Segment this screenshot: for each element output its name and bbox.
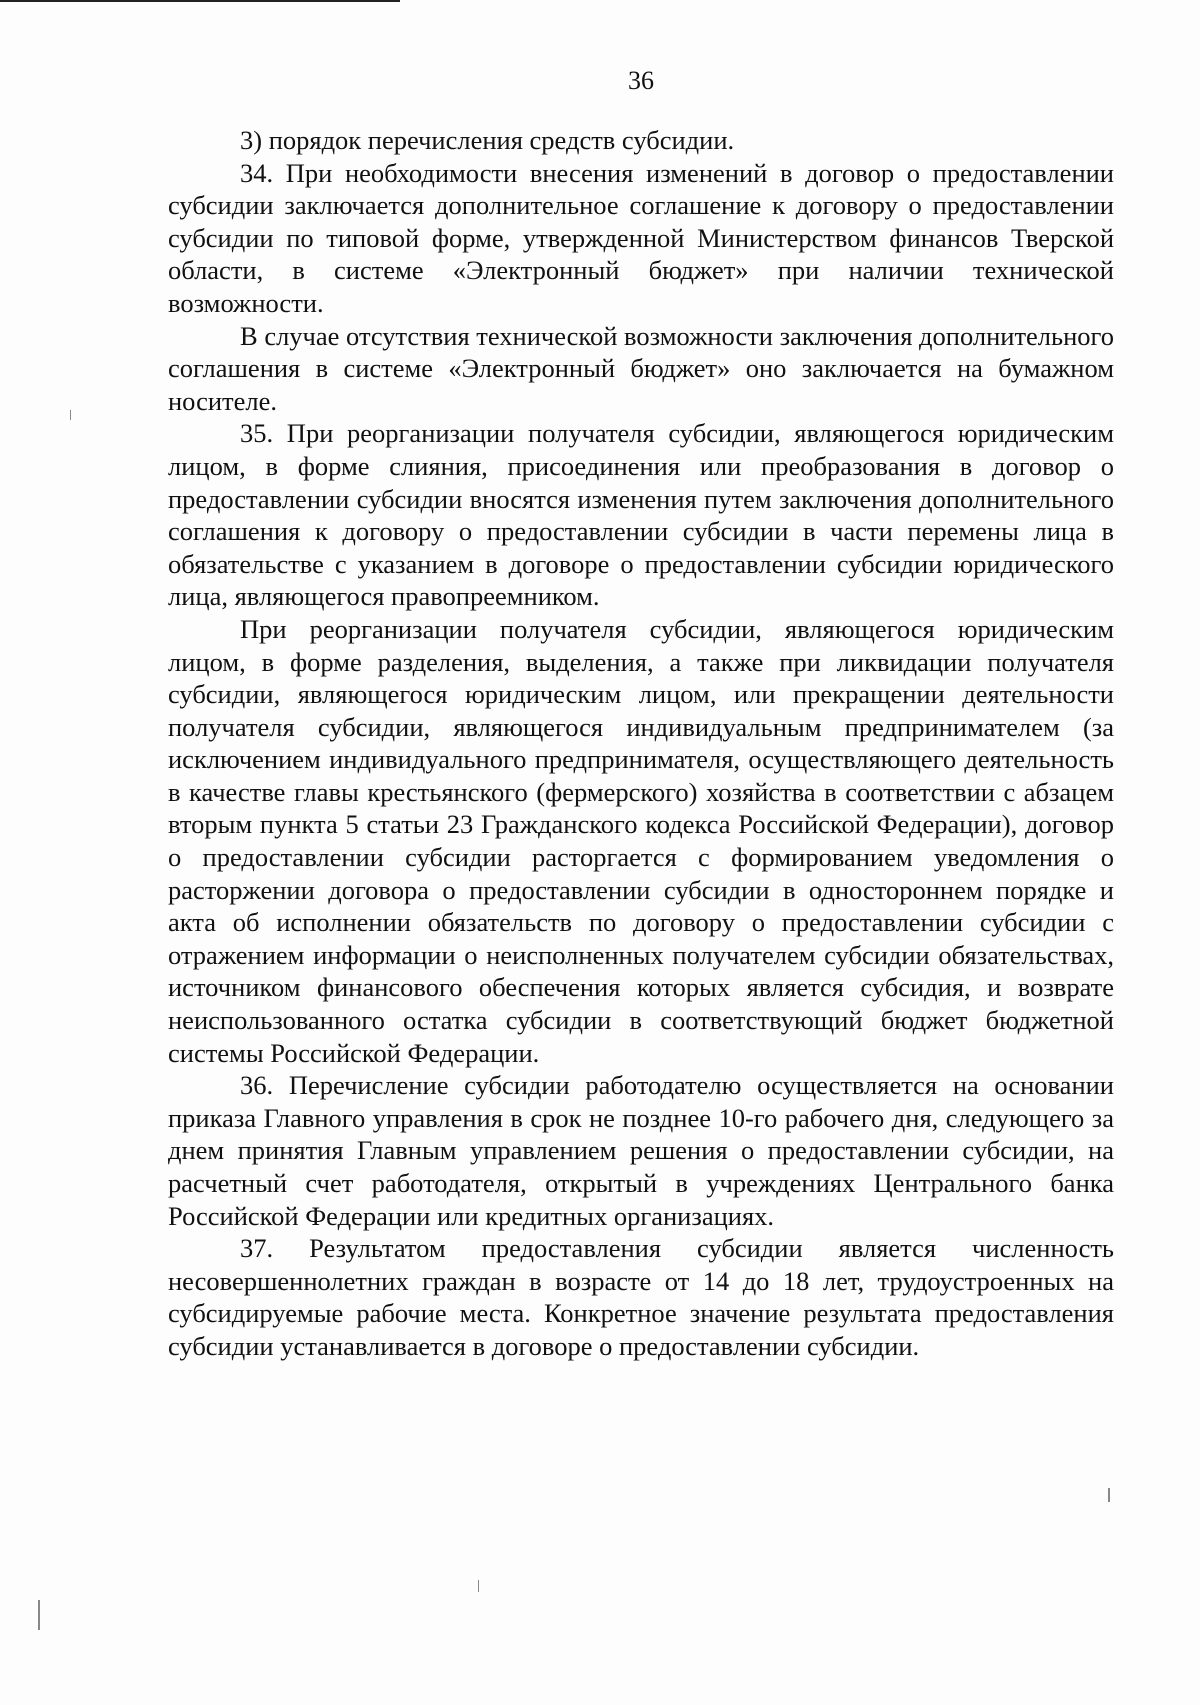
scan-edge-line — [0, 0, 400, 2]
paragraph-36: 36. Перечисление субсидии работодателю осуществляется на основании приказа Главного управления в срок не позднее 10-го рабочего дня, следующего за днем принятия Главным управлением решения о предоставлении субсидии, на расчетный счет работодателя, открытый в учреждениях Центрального банка Российской Федерации или кредитных организациях. — [168, 1070, 1114, 1231]
scan-speck — [1108, 1488, 1110, 1502]
paragraph-35: 35. При реорганизации получателя субсидии, являющегося юридическим лицом, в форме слияния, присоединения или преобразования в договор о предоставлении субсидии вносятся изменения путем заключения дополнительного соглашения к договору о предоставлении субсидии в части перемены лица в обязательстве с указанием в договоре о предоставлении субсидии юридического лица, являющегося правопреемником. — [168, 418, 1114, 612]
paragraph-37: 37. Результатом предоставления субсидии является численность несовершеннолетних граждан в возрасте от 14 до 18 лет, трудоустроенных на субсидируемые рабочие места. Конкретное значение результата предоставления субсидии устанавливается в договоре о предоставлении субсидии. — [168, 1233, 1114, 1361]
scan-speck — [38, 1600, 40, 1630]
page-number: 36 — [628, 66, 654, 95]
paragraph-34: 34. При необходимости внесения изменений в договор о предоставлении субсидии заключается дополнительное соглашение к договору о предоставлении субсидии по типовой форме, утвержденной Министерством финансов Тверской области, в системе «Электронный бюджет» при наличии технической возможности. — [168, 157, 1114, 318]
document-body — [168, 124, 1114, 1363]
scan-speck — [478, 1580, 479, 1592]
paragraph-35-liquidation: При реорганизации получателя субсидии, являющегося юридическим лицом, в форме разделения, выделения, а также при ликвидации получателя субсидии, являющегося юридическим лицом, или прекращении деятельности получателя субсидии, являющегося индивидуальным предпринимателем (за исключением индивидуального предпринимателя, осуществляющего деятельность в качестве главы крестьянского (фермерского) хозяйства в соответствии с абзацем вторым пункта 5 статьи 23 Гражданского кодекса Российской Федерации), договор о предоставлении субсидии расторгается с формированием уведомления о расторжении договора о предоставлении субсидии в одностороннем порядке и акта об исполнении обязательств по договору о предоставлении субсидии с отражением информации о неисполненных получателем субсидии обязательствах, источником финансового обеспечения которых является субсидия, и возврате неиспользованного остатка субсидии в соответствующий бюджет бюджетной системы Российской Федерации. — [168, 613, 1114, 1068]
paragraph-item-3: 3) порядок перечисления средств субсидии. — [240, 125, 735, 155]
scan-speck — [70, 410, 71, 420]
paragraph-34-paper-carrier: В случае отсутствия технической возможности заключения дополнительного соглашения в системе «Электронный бюджет» оно заключается на бумажном носителе. — [168, 320, 1114, 416]
